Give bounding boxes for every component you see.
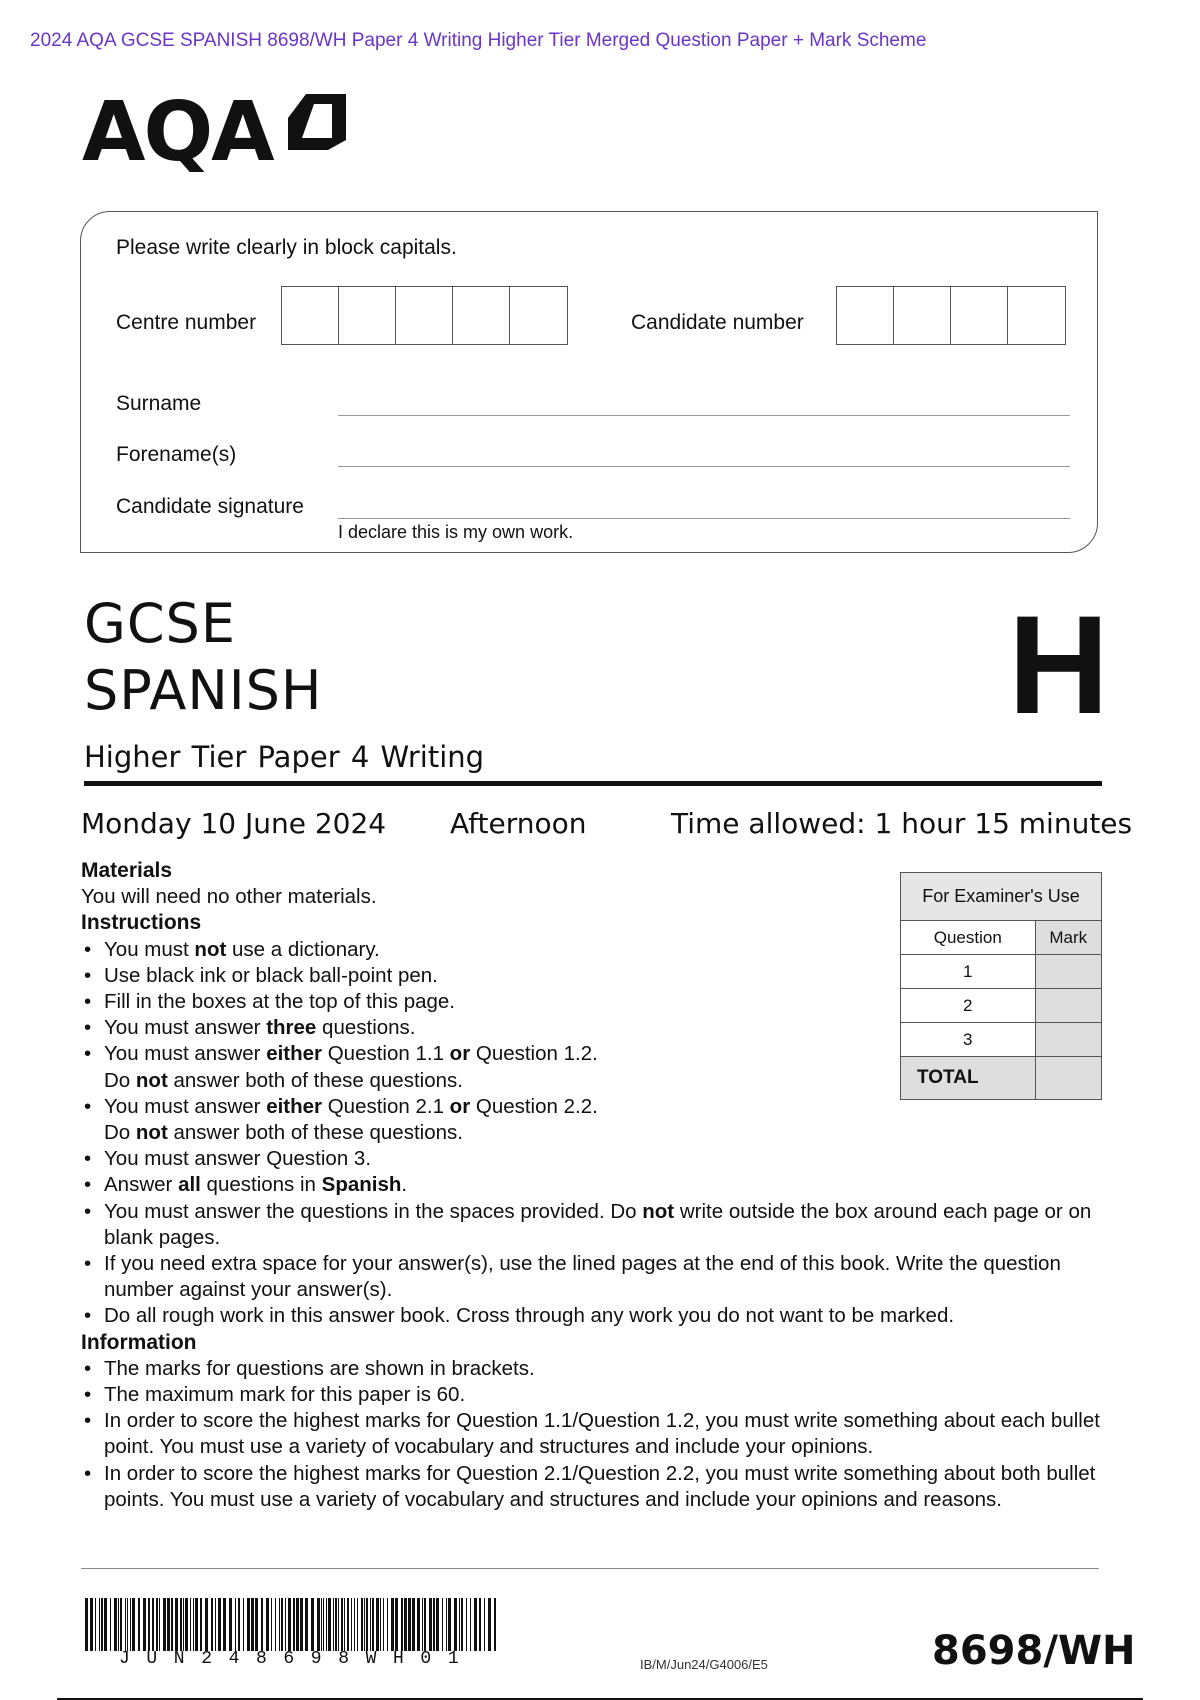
- digit-box[interactable]: [339, 287, 396, 344]
- tier-letter: H: [1008, 586, 1110, 743]
- barcode-bar: [364, 1598, 365, 1651]
- barcode-bar: [459, 1598, 460, 1651]
- barcode-bar: [99, 1598, 100, 1651]
- surname-field[interactable]: [338, 388, 1070, 416]
- list-item: • Answer all questions in Spanish.: [81, 1172, 1101, 1198]
- reference-code: IB/M/Jun24/G4006/E5: [640, 1657, 768, 1672]
- barcode-bar: [354, 1598, 355, 1651]
- barcode-bar: [205, 1598, 208, 1651]
- barcode-bar: [380, 1598, 381, 1651]
- barcode-bar: [266, 1598, 269, 1651]
- barcode-bar: [132, 1598, 135, 1651]
- list-item: • Use black ink or black ball-point pen.: [81, 963, 1101, 989]
- mark-cell[interactable]: [1035, 955, 1101, 989]
- question-column-header: Question: [901, 921, 1036, 955]
- barcode-bar: [190, 1598, 191, 1651]
- barcode-bar: [251, 1598, 254, 1651]
- barcode-bar: [466, 1598, 467, 1651]
- barcode-bar: [279, 1598, 280, 1651]
- block-capitals-instruction: Please write clearly in block capitals.: [116, 236, 457, 259]
- barcode-bar: [344, 1598, 345, 1651]
- barcode-bar: [118, 1598, 119, 1651]
- list-item: • If you need extra space for your answer(s), use the lined pages at the end of this book. Write the question number against your answer(s).: [81, 1251, 1101, 1303]
- barcode-bar: [171, 1598, 173, 1651]
- list-item: • You must answer either Question 2.1 or Question 2.2. Do not answer both of these questions.: [81, 1094, 1101, 1146]
- subject-title: SPANISH: [84, 659, 323, 722]
- digit-box[interactable]: [1008, 287, 1065, 344]
- barcode-bar: [120, 1598, 122, 1651]
- barcode-bar: [422, 1598, 423, 1651]
- list-item: • Fill in the boxes at the top of this page.: [81, 989, 1101, 1015]
- barcode-bar: [328, 1598, 331, 1651]
- centre-number-label: Centre number: [116, 311, 257, 334]
- barcode-bar: [200, 1598, 202, 1651]
- question-number: 2: [901, 989, 1036, 1023]
- barcode-bar: [391, 1598, 394, 1651]
- barcode-bar: [488, 1598, 491, 1651]
- barcode-bar: [104, 1598, 107, 1651]
- total-mark-cell[interactable]: [1035, 1057, 1101, 1100]
- barcode-bar: [90, 1598, 93, 1651]
- barcode-bar: [395, 1598, 398, 1651]
- barcode-bar: [383, 1598, 384, 1651]
- candidate-number-boxes[interactable]: [836, 286, 1066, 345]
- barcode-bar: [114, 1598, 117, 1651]
- time-allowed: Time allowed: 1 hour 15 minutes: [671, 807, 1133, 840]
- barcode-bar: [159, 1598, 160, 1651]
- mark-cell[interactable]: [1035, 1023, 1101, 1057]
- information-list: [81, 1356, 1101, 1513]
- barcode-bar: [130, 1598, 131, 1651]
- barcode-bar: [470, 1598, 471, 1651]
- barcode-bar: [175, 1598, 178, 1651]
- barcode-bar: [138, 1598, 140, 1651]
- logo-text: AQA: [82, 85, 273, 180]
- digit-box[interactable]: [951, 287, 1008, 344]
- barcode-bar: [296, 1598, 299, 1651]
- list-item: • The maximum mark for this paper is 60.: [81, 1382, 1101, 1408]
- digit-box[interactable]: [894, 287, 951, 344]
- barcode-bar: [461, 1598, 463, 1651]
- barcode-bar: [288, 1598, 291, 1651]
- mark-cell[interactable]: [1035, 989, 1101, 1023]
- surname-label: Surname: [116, 392, 202, 415]
- barcode-bar: [215, 1598, 216, 1651]
- barcode-bar: [408, 1598, 411, 1651]
- digit-box[interactable]: [282, 287, 339, 344]
- exam-session: Afternoon: [450, 807, 587, 840]
- forenames-field[interactable]: [338, 439, 1070, 467]
- information-heading: Information: [81, 1330, 197, 1354]
- title-divider: [84, 781, 1102, 786]
- barcode-bar: [412, 1598, 415, 1651]
- table-row: [901, 955, 1102, 989]
- centre-number-boxes[interactable]: [281, 286, 568, 345]
- barcode-bar: [424, 1598, 426, 1651]
- barcode-bar: [218, 1598, 221, 1651]
- barcode-bar: [326, 1598, 327, 1651]
- mark-column-header: Mark: [1035, 921, 1101, 955]
- instructions-heading: Instructions: [81, 911, 202, 935]
- digit-box[interactable]: [510, 287, 567, 344]
- barcode-bar: [185, 1598, 188, 1651]
- barcode-bar: [448, 1598, 451, 1651]
- barcode-bar: [110, 1598, 111, 1651]
- question-number: 1: [901, 955, 1036, 989]
- barcode-bar: [370, 1598, 371, 1651]
- barcode-bar: [125, 1598, 126, 1651]
- barcode-bar: [271, 1598, 272, 1651]
- digit-box[interactable]: [837, 287, 894, 344]
- materials-heading: Materials: [81, 859, 173, 882]
- examiner-use-table: [900, 872, 1102, 1100]
- aqa-logo-mark-icon: [284, 92, 348, 152]
- exam-date: Monday 10 June 2024: [81, 807, 387, 840]
- barcode-bar: [433, 1598, 435, 1651]
- barcode-bar: [247, 1598, 250, 1651]
- barcode-bar: [261, 1598, 263, 1651]
- barcode-bar: [101, 1598, 103, 1651]
- barcode-bar: [300, 1598, 303, 1651]
- list-item: • You must answer either Question 1.1 or Question 1.2. Do not answer both of these questions.: [81, 1041, 1101, 1093]
- barcode-text: JUN248698WH01: [119, 1649, 476, 1669]
- barcode-bar: [293, 1598, 295, 1651]
- table-row: [901, 1023, 1102, 1057]
- candidate-details-box: [80, 211, 1098, 553]
- digit-box[interactable]: [396, 287, 453, 344]
- qualification-title: GCSE: [84, 592, 236, 655]
- list-item: • In order to score the highest marks for Question 1.1/Question 1.2, you must write something about each bullet point. You must use a variety of vocabulary and structures and include your opinions.: [81, 1408, 1101, 1460]
- barcode-bar: [275, 1598, 276, 1651]
- paper-info: Higher Tier Paper 4 Writing: [84, 740, 485, 774]
- barcode-bar: [454, 1598, 457, 1651]
- digit-box[interactable]: [453, 287, 510, 344]
- total-row: [901, 1057, 1102, 1100]
- barcode-bar: [341, 1598, 343, 1651]
- barcode-bar: [211, 1598, 213, 1651]
- barcode-bar: [152, 1598, 154, 1651]
- barcode-bar: [361, 1598, 363, 1651]
- barcode-bar: [156, 1598, 158, 1651]
- barcode-bar: [85, 1598, 88, 1651]
- barcode-bar: [446, 1598, 447, 1651]
- barcode-bar: [417, 1598, 420, 1651]
- barcode-bar: [163, 1598, 166, 1651]
- examiner-table-title: For Examiner's Use: [901, 873, 1102, 921]
- barcode-bar: [387, 1598, 388, 1651]
- barcode-bar: [347, 1598, 349, 1651]
- barcode-bar: [285, 1598, 286, 1651]
- barcode-bar: [311, 1598, 314, 1651]
- barcode-bar: [404, 1598, 407, 1651]
- barcode-bar: [442, 1598, 443, 1651]
- aqa-logo: [82, 85, 352, 183]
- barcode-bar: [223, 1598, 226, 1651]
- barcode-bar: [143, 1598, 146, 1651]
- list-item: • You must answer three questions.: [81, 1015, 1101, 1041]
- forenames-label: Forename(s): [116, 443, 237, 466]
- barcode-bar: [195, 1598, 198, 1651]
- list-item: • In order to score the highest marks for Question 2.1/Question 2.2, you must write something about both bullet points. You must use a variety of vocabulary and structures and include your opinions and reasons.: [81, 1461, 1101, 1513]
- barcode-bar: [321, 1598, 322, 1651]
- barcode-bar: [338, 1598, 339, 1651]
- barcode-bar: [229, 1598, 232, 1651]
- barcode-bar: [479, 1598, 481, 1651]
- own-work-declaration: I declare this is my own work.: [338, 522, 574, 542]
- paper-code: 8698/WH: [932, 1628, 1136, 1674]
- barcode-bar: [281, 1598, 283, 1651]
- barcode-bar: [183, 1598, 184, 1651]
- list-item: • You must answer the questions in the spaces provided. Do not write outside the box around each page or on blank pages.: [81, 1199, 1101, 1251]
- barcode-bar: [305, 1598, 308, 1651]
- document-title-link[interactable]: 2024 AQA GCSE SPANISH 8698/WH Paper 4 Writing Higher Tier Merged Question Paper + Mark Scheme: [30, 30, 927, 51]
- barcode-bar: [357, 1598, 358, 1651]
- barcode-bar: [193, 1598, 194, 1651]
- materials-text: You will need no other materials.: [81, 885, 377, 909]
- barcode-bar: [323, 1598, 324, 1651]
- barcode-bar: [95, 1598, 96, 1651]
- list-item: • Do all rough work in this answer book. Cross through any work you do not want to be marked.: [81, 1303, 1101, 1329]
- barcode-bar: [351, 1598, 352, 1651]
- barcode: [85, 1598, 500, 1651]
- barcode-bar: [366, 1598, 368, 1651]
- barcode-bar: [372, 1598, 374, 1651]
- barcode-bar: [127, 1598, 128, 1651]
- barcode-bar: [484, 1598, 485, 1651]
- barcode-bar: [429, 1598, 432, 1651]
- barcode-bar: [401, 1598, 403, 1651]
- total-label: TOTAL: [901, 1057, 1036, 1100]
- barcode-bar: [255, 1598, 258, 1651]
- barcode-bar: [235, 1598, 236, 1651]
- barcode-bar: [167, 1598, 170, 1651]
- footer-divider: [81, 1568, 1099, 1569]
- list-item: • The marks for questions are shown in brackets.: [81, 1356, 1101, 1382]
- signature-field[interactable]: [338, 491, 1070, 519]
- question-number: 3: [901, 1023, 1036, 1057]
- table-row: [901, 989, 1102, 1023]
- signature-label: Candidate signature: [116, 495, 304, 518]
- candidate-number-label: Candidate number: [631, 311, 804, 334]
- barcode-bar: [474, 1598, 477, 1651]
- barcode-bar: [238, 1598, 240, 1651]
- barcode-bar: [180, 1598, 182, 1651]
- list-item: • You must not use a dictionary.: [81, 937, 1101, 963]
- list-item: • You must answer Question 3.: [81, 1146, 1101, 1172]
- barcode-bar: [243, 1598, 244, 1651]
- barcode-bar: [335, 1598, 337, 1651]
- barcode-bar: [148, 1598, 150, 1651]
- barcode-bar: [333, 1598, 334, 1651]
- barcode-bar: [494, 1598, 496, 1651]
- barcode-bar: [436, 1598, 439, 1651]
- barcode-bar: [317, 1598, 320, 1651]
- barcode-bar: [376, 1598, 379, 1651]
